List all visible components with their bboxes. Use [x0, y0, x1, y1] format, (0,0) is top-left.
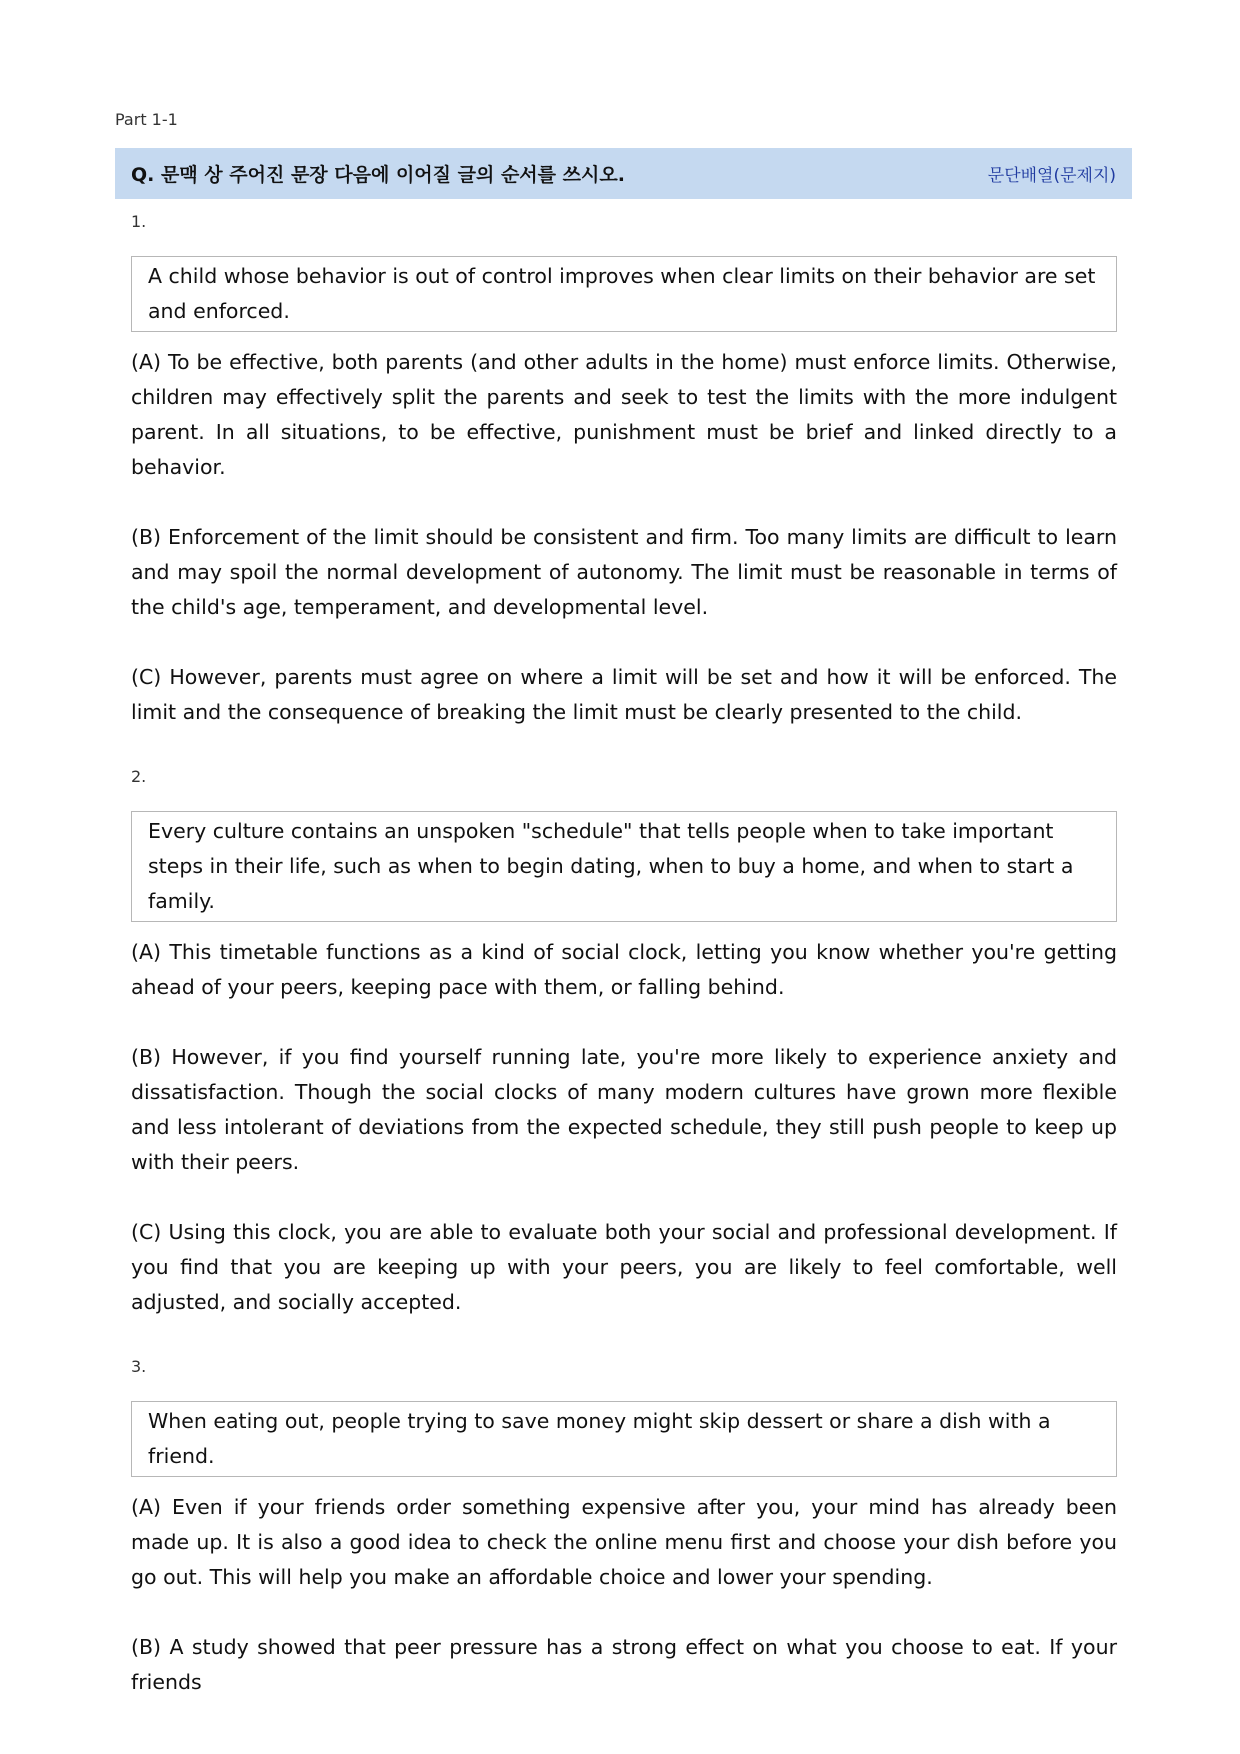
question-2 [131, 765, 1117, 1320]
question-number: 2. [131, 767, 147, 786]
question-1 [131, 210, 1117, 730]
question-header [115, 148, 1132, 199]
question-3 [131, 1355, 1117, 1700]
given-sentence: A child whose behavior is out of control improves when clear limits on their behavior are set and enforced. [131, 256, 1117, 332]
given-sentence: When eating out, people trying to save money might skip dessert or share a dish with a friend. [131, 1401, 1117, 1477]
choice-c: (C) Using this clock, you are able to evaluate both your social and professional development. If you find that you are keeping up with your peers, you are likely to feel comfortable, well adjusted, and socially accepted. [131, 1220, 1117, 1314]
choice-b: (B) Enforcement of the limit should be consistent and firm. Too many limits are difficult to learn and may spoil the normal development of autonomy. The limit must be reasonable in terms of the child's age, temperament, and developmental level. [131, 525, 1117, 619]
question-number: 3. [131, 1357, 147, 1376]
choice-a: (A) To be effective, both parents (and other adults in the home) must enforce limits. Otherwise, children may effectively split the parents and seek to test the limits with the more indulgent parent. In all situations, to be effective, punishment must be brief and linked directly to a behavior. [131, 350, 1117, 479]
given-sentence: Every culture contains an unspoken "schedule" that tells people when to take important steps in their life, such as when to begin dating, when to buy a home, and when to start a family. [131, 811, 1117, 922]
choice-a: (A) Even if your friends order something expensive after you, your mind has already been made up. It is also a good idea to check the online menu first and choose your dish before you go out. This will help you make an affordable choice and lower your spending. [131, 1495, 1117, 1589]
question-instruction: Q. 문맥 상 주어진 문장 다음에 이어질 글의 순서를 쓰시오. [131, 164, 625, 186]
choice-a: (A) This timetable functions as a kind of social clock, letting you know whether you're getting ahead of your peers, keeping pace with them, or falling behind. [131, 940, 1117, 999]
choice-b: (B) A study showed that peer pressure has a strong effect on what you choose to eat. If your friends [131, 1635, 1117, 1694]
part-label: Part 1-1 [115, 110, 178, 129]
question-type-tag: 문단배열(문제지) [987, 166, 1116, 186]
questions-container [131, 210, 1117, 1735]
choice-c: (C) However, parents must agree on where a limit will be set and how it will be enforced. The limit and the consequence of breaking the limit must be clearly presented to the child. [131, 665, 1117, 724]
question-number: 1. [131, 212, 147, 231]
choice-b: (B) However, if you find yourself running late, you're more likely to experience anxiety and dissatisfaction. Though the social clocks of many modern cultures have grown more flexible and less intolerant of deviations from the expected schedule, they still push people to keep up with their peers. [131, 1045, 1117, 1174]
